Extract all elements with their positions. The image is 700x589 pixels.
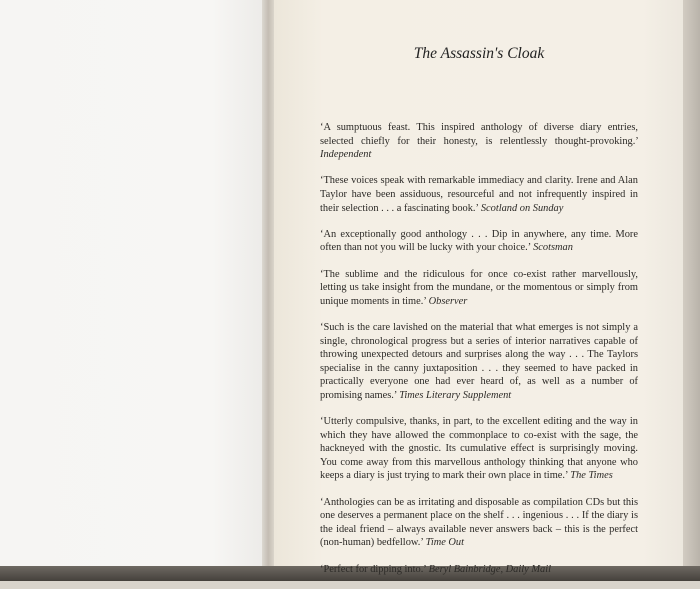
left-blank-page: [0, 0, 265, 566]
quote-source: Observer: [428, 295, 468, 307]
review-quotes: [320, 121, 638, 589]
page-edge: [683, 0, 700, 566]
quote-text: ‘Perfect for dipping into.’: [320, 563, 426, 575]
review-quote: [320, 121, 638, 162]
quote-source: The Times: [570, 470, 613, 482]
review-quote: [320, 563, 638, 577]
quote-text: ‘The sublime and the ridiculous for once co-exist rather marvellously, letting us take insight from the mundane, or the momentous or simply from unique moments in time.’: [320, 268, 638, 307]
review-quote: [320, 174, 638, 215]
quote-text: ‘Such is the care lavished on the material that what emerges is not simply a single, chronological progress but a series of interior narratives capable of throwing unexpected detours and surprises along the way . . . The Taylors specialise in the canny juxtaposition . . . they seemed to have packed in practically everyone one had ever heard of, as well as a number of promising names.’: [320, 321, 638, 401]
quote-text: ‘Utterly compulsive, thanks, in part, to the excellent editing and the way in which they have allowed the commonplace to co-exist with the sage, the hackneyed with the gnostic. Its cumulative effect is surprisingly moving. You come away from this marvellous anthology thinking that anyone who keeps a diary is just trying to mark their own place in time.’: [320, 416, 638, 482]
review-quote: [320, 268, 638, 309]
quote-source: Scotland on Sunday: [480, 202, 564, 214]
quote-source: Independent: [320, 149, 372, 161]
quote-source: Scotsman: [533, 242, 573, 254]
quote-text: ‘An exceptionally good anthology . . . Dip in anywhere, any time. More often than not you will be lucky with your choice.’: [320, 228, 638, 254]
quote-source: Time Out: [425, 537, 465, 549]
review-quote: [320, 415, 638, 483]
page-title: The Assassin's Cloak: [413, 45, 545, 62]
quote-text: ‘A sumptuous feast. This inspired anthology of diverse diary entries, selected chiefly for their honesty, is relentlessly thought-provoking.’: [320, 122, 638, 147]
review-quote: [320, 321, 638, 403]
quote-source: Times Literary Supplement: [399, 389, 512, 401]
quote-text: ‘These voices speak with remarkable immediacy and clarity. Irene and Alan Taylor have been assiduous, resourceful and not infrequently inspired in their selection . . . a fascinating book.’: [320, 175, 638, 214]
review-quote: [320, 228, 638, 255]
quote-text: ‘Anthologies can be as irritating and disposable as compilation CDs but this one deserves a permanent place on the shelf . . . ingenious . . . If the diary is the ideal friend – always available never answers back – this is the perfect (non-human) bedfellow.’: [320, 496, 638, 549]
review-quote: [320, 496, 638, 550]
quote-source: Beryl Bainbridge, Daily Mail: [428, 563, 551, 575]
